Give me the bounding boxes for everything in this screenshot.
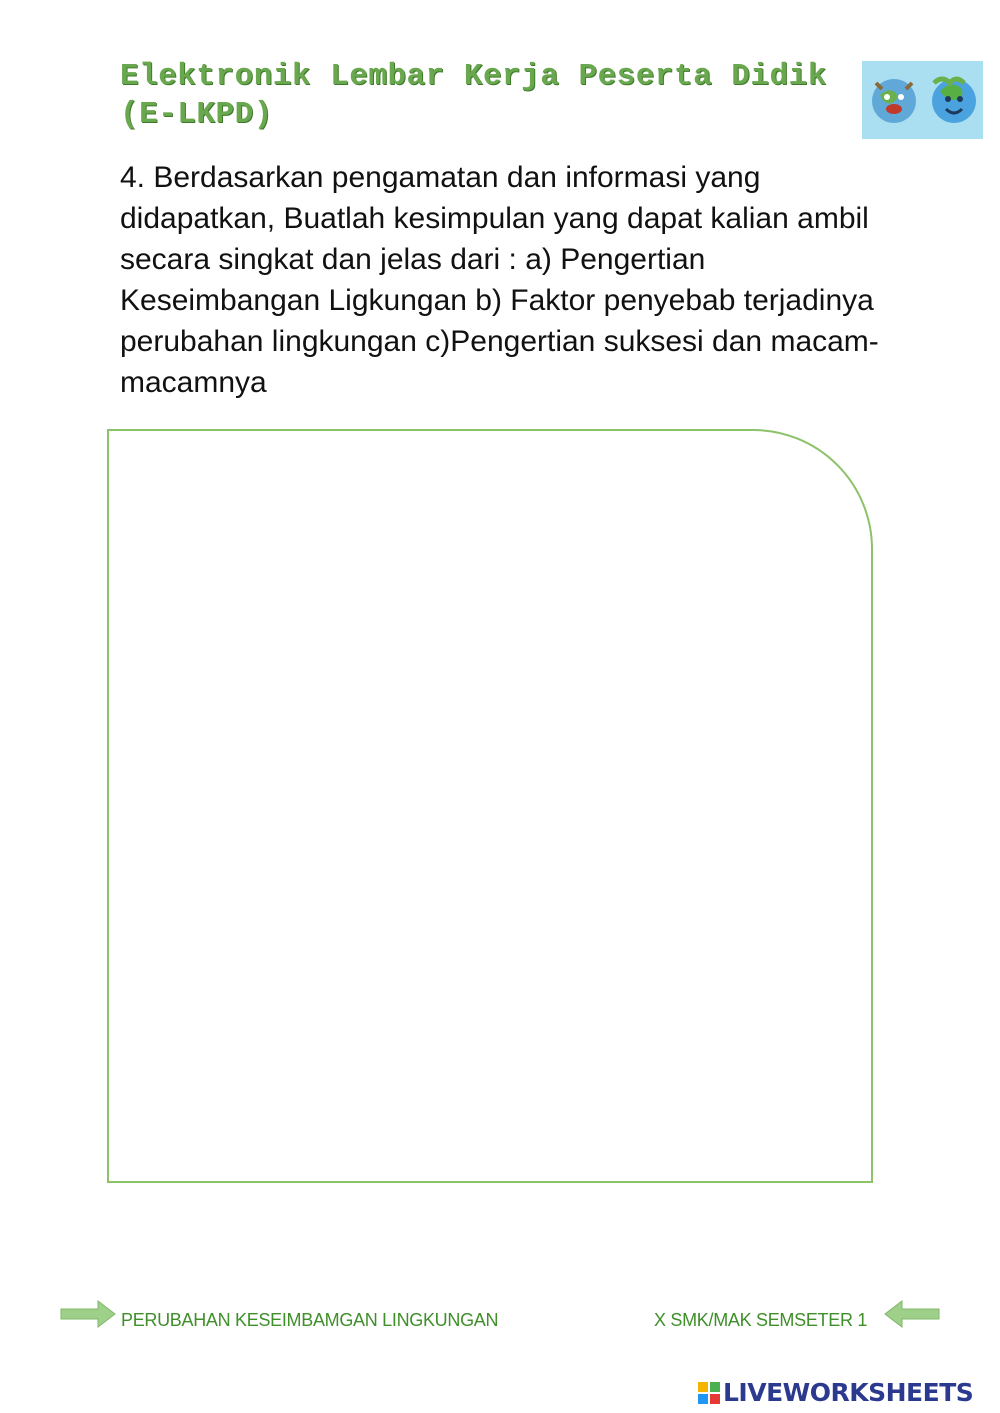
arrow-left-icon <box>884 1300 940 1333</box>
footer-topic-label: PERUBAHAN KESEIMBAMGAN LINGKUNGAN <box>121 1310 499 1330</box>
page-title <box>120 58 827 134</box>
brand-name: LIVEWORKSHEETS <box>723 1378 974 1407</box>
earth-mascots-icon <box>862 61 983 139</box>
brand-logo <box>698 1378 973 1407</box>
footer-class-label: X SMK/MAK SEMSETER 1 <box>654 1310 868 1330</box>
liveworksheets-logo-icon <box>698 1382 720 1404</box>
question-text: 4. Berdasarkan pengamatan dan informasi yang didapatkan, Buatlah kesimpulan yang dapat kalian ambil secara singkat dan jelas dari : a) Pengertian Keseimbangan Ligkungan b) Faktor penyebab terjadinya perubahan lingkungan c)Pengertian suksesi dan macam-macamnya <box>120 161 879 399</box>
title-line-2: (E-LKPD) <box>120 97 273 132</box>
arrow-right-icon <box>60 1300 116 1333</box>
title-line-1: Elektronik Lembar Kerja Peserta Didik <box>120 59 827 94</box>
answer-box[interactable] <box>107 429 873 1183</box>
